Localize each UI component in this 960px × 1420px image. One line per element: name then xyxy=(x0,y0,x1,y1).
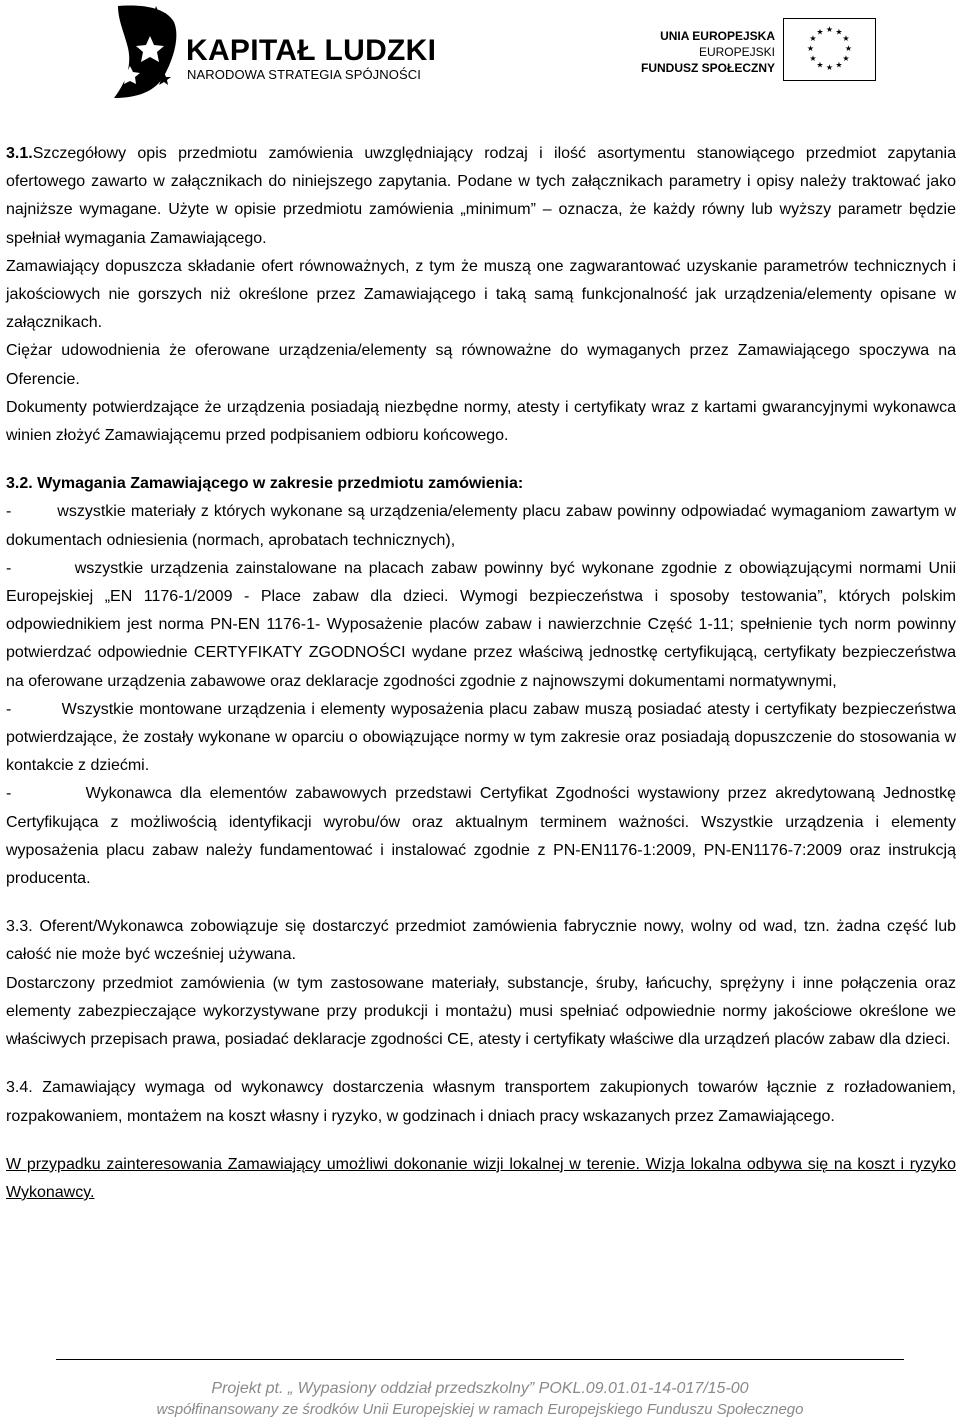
svg-text:★: ★ xyxy=(835,60,843,70)
eu-text-block xyxy=(620,28,775,76)
eu-line-1: UNIA EUROPEJSKA xyxy=(660,29,775,43)
svg-text:★: ★ xyxy=(816,27,824,37)
section-3-1-burden: Ciężar udowodnienia że oferowane urządzenia/elementy są równoważne do wymaganych przez Zamawiającego spoczywa na Oferencie. xyxy=(6,342,956,388)
page-footer xyxy=(0,1378,960,1420)
page-header xyxy=(0,0,960,110)
requirement-item: - wszystkie materiały z których wykonane są urządzenia/elementy placu zabaw powinny odpowiadać wymaganiom zawartym w dokumentach odniesienia (normach, aprobatach technicznych), xyxy=(6,503,956,549)
requirement-item: - Wszystkie montowane urządzenia i elementy wyposażenia placu zabaw muszą posiadać atesty i certyfikaty bezpieczeństwa potwierdzające, że zostały wykonane w oparciu o obowiązujące normy w tym zakresie oraz posiadają dopuszczenie do stosowania w kontakcie z dziećmi. xyxy=(6,700,956,775)
site-visit-note: W przypadku zainteresowania Zamawiający umożliwi dokonanie wizji lokalnej w terenie. Wizja lokalna odbywa się na koszt i ryzyko Wykonawcy. xyxy=(6,1155,956,1201)
svg-text:★: ★ xyxy=(825,25,834,34)
section-3-1-intro xyxy=(6,140,956,253)
footer-project-line: Projekt pt. „ Wypasiony oddział przedszkolny” POKL.09.01.01-14-017/15-00 xyxy=(211,1380,749,1397)
svg-text:★: ★ xyxy=(809,34,817,43)
eu-line-2: EUROPEJSKI xyxy=(698,45,775,59)
svg-text:★: ★ xyxy=(816,60,824,70)
svg-text:★: ★ xyxy=(835,27,843,37)
section-3-4: 3.4. Zamawiający wymaga od wykonawcy dostarczenia własnym transportem zakupionych towarów łącznie z rozładowaniem, rozpakowaniem, montażem na koszt własny i ryzyko, w godzinach i dniach pracy wskazanych przez Zamawiającego. xyxy=(6,1079,956,1125)
eu-line-3: FUNDUSZ SPOŁECZNY xyxy=(640,61,775,75)
svg-text:★: ★ xyxy=(825,63,834,72)
document-body xyxy=(6,140,956,1207)
kapital-ludzki-title: KAPITAŁ LUDZKI xyxy=(186,34,437,67)
kapital-ludzki-subtitle: NARODOWA STRATEGIA SPÓJNOŚCI xyxy=(187,67,421,82)
requirement-item: - wszystkie urządzenia zainstalowane na placach zabaw powinny być wykonane zgodnie z obowiązującymi normami Unii Europejskiej „EN 1176-1/2009 - Place zabaw dla dzieci. Wymogi bezpieczeństwa i sposoby testowania”, których polskim odpowiednikiem jest norma PN-EN 1176-1- Wyposażenie placów zabaw i nawierzchnie Część 1-11; spełnienie tych norm powinny potwierdzać odpowiednie CERTYFIKATY ZGODNOŚCI wydane przez właściwą jednostkę certyfikującą, certyfikaty bezpieczeństwa na oferowane urządzenia zabawowe oraz deklaracje zgodności zgodnie z najnowszymi dokumentami normatywnymi, xyxy=(6,559,956,690)
section-3-2-heading: 3.2. Wymagania Zamawiającego w zakresie przedmiotu zamówienia: xyxy=(6,475,524,493)
section-3-1-equivalent: Zamawiający dopuszcza składanie ofert równoważnych, z tym że muszą one zagwarantować uzyskanie parametrów technicznych i jakościowych nie gorszych niż określone przez Zamawiającego i taką samą funkcjonalność jak urządzenia/elementy opisane w załącznikach. xyxy=(6,257,956,332)
section-3-1-number: 3.1. xyxy=(6,145,33,162)
svg-text:★: ★ xyxy=(809,54,817,63)
footer-funding-line: współfinansowany ze środków Unii Europejskiej w ramach Europejskiego Funduszu Społecznego xyxy=(156,1401,804,1418)
requirement-item: - Wykonawca dla elementów zabawowych przedstawi Certyfikat Zgodności wystawiony przez akredytowaną Jednostkę Certyfikująca z możliwością identyfikacji wyrobu/ów oraz aktualnym terminem ważności. Wszystkie urządzenia i elementy wyposażenia placu zabaw należy fundamentować i instalować zgodnie z PN-EN1176-1:2009, PN-EN1176-7:2009 oraz instrukcją producenta. xyxy=(6,785,956,888)
svg-text:★: ★ xyxy=(806,44,815,53)
section-3-1-documents: Dokumenty potwierdzające że urządzenia posiadają niezbędne normy, atesty i certyfikaty wraz z kartami gwarancyjnymi wykonawca winien złożyć Zamawiającemu przed podpisaniem odbioru końcowego. xyxy=(6,398,956,445)
section-3-1-text: Szczegółowy opis przedmiotu zamówienia uwzględniający rodzaj i ilość asortymentu stanowiącego przedmiot zapytania ofertowego zawarto w załącznikach do niniejszego zapytania. Podane w tych załącznikach parametry i opisy należy traktować jako najniższe wymagane. Użyte w opisie przedmiotu zamówienia „minimum” – oznacza, że każdy równy lub wyższy parametr będzie spełniał wymagania Zamawiającego. xyxy=(6,145,956,247)
svg-text:★: ★ xyxy=(844,44,853,53)
section-3-3-intro: 3.3. Oferent/Wykonawca zobowiązuje się dostarczyć przedmiot zamówienia fabrycznie nowy, wolny od wad, tzn. żadna część lub całość nie może być wcześniej używana. xyxy=(6,918,956,964)
footer-divider xyxy=(56,1359,904,1360)
svg-text:★: ★ xyxy=(842,54,850,63)
section-3-3-norms: Dostarczony przedmiot zamówienia (w tym zastosowane materiały, substancje, śruby, łańcuchy, sprężyny i inne połączenia oraz elementy zabezpieczające wykorzystywane przy produkcji i montażu) musi spełniać odpowiednie normy jakościowe określone we właściwych przepisach prawa, posiadać deklaracje zgodności CE, atesty i certyfikaty właściwe dla urządzeń placów zabaw dla dzieci. xyxy=(6,974,956,1049)
svg-text:★: ★ xyxy=(842,34,850,43)
eu-flag-logo xyxy=(783,18,876,81)
